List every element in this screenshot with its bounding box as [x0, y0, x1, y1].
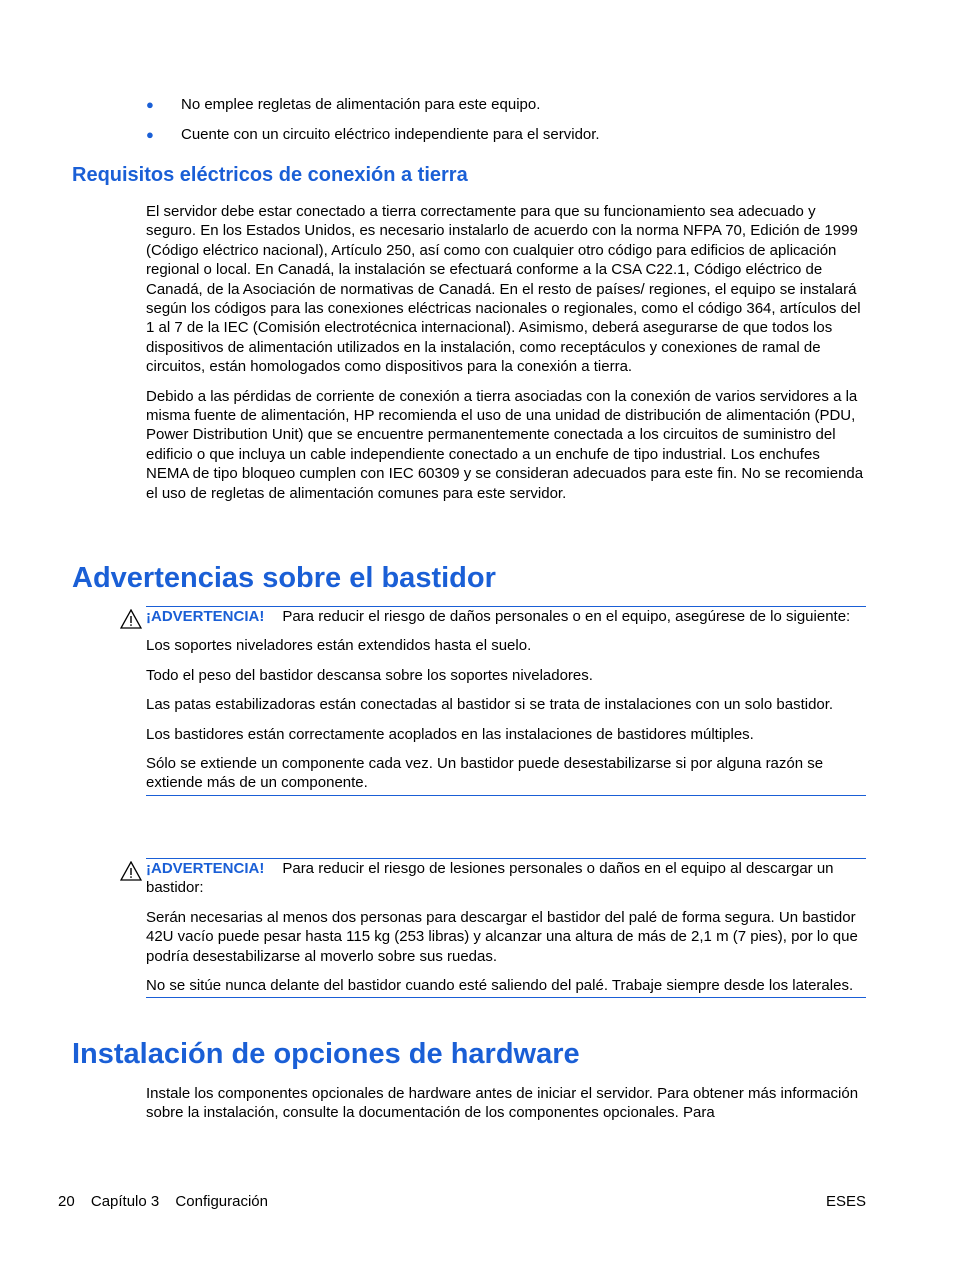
page-number: 20 [58, 1193, 75, 1210]
warning-label: ¡ADVERTENCIA! [146, 608, 265, 625]
page-footer [58, 1192, 866, 1211]
warning-label: ¡ADVERTENCIA! [146, 860, 265, 877]
warning-item: Las patas estabilizadoras están conectadas al bastidor si se trata de instalaciones con un solo bastidor. [146, 696, 834, 714]
bullet-icon: ● [146, 97, 154, 112]
warning-intro: ¡ADVERTENCIA! Para reducir el riesgo de lesiones personales o daños en el equipo al descargar un bastidor: [146, 860, 834, 897]
list-item: ● No emplee regletas de alimentación para este equipo. [146, 96, 541, 113]
warning-item: Serán necesarias al menos dos personas para descargar el bastidor del palé de forma segura. Un bastidor 42U vacío puede pesar hasta 115 kg (253 libras) y alcanzar una altura de más de 2,1 m (7 pies), por lo que podría desestabilizarse al moverlo sobre sus ruedas. [146, 908, 858, 965]
warning-box-1 [146, 606, 866, 796]
warning-triangle-icon [120, 861, 142, 881]
section-title-grounding: Requisitos eléctricos de conexión a tierra [72, 164, 468, 186]
list-item: ● Cuente con un circuito eléctrico independiente para el servidor. [146, 126, 600, 144]
warning-item: Los soportes niveladores están extendidos hasta el suelo. [146, 637, 532, 655]
section-title-hardware: Instalación de opciones de hardware [72, 1038, 580, 1070]
bullet-list [146, 95, 866, 156]
warning-item: Sólo se extiende un componente cada vez. Un bastidor puede desestabilizarse si por alguna razón se extiende más de un componente. [146, 755, 824, 792]
warning-triangle-icon [120, 609, 142, 629]
bullet-icon: ● [146, 127, 154, 143]
warning-box-2 [146, 858, 866, 998]
warning-item: Todo el peso del bastidor descansa sobre los soportes niveladores. [146, 666, 593, 684]
footer-section: Configuración [175, 1193, 268, 1210]
paragraph: El servidor debe estar conectado a tierra correctamente para que su funcionamiento sea adecuado y seguro. En los Estados Unidos, es necesario instalarlo de acuerdo con la norma NFPA 70, Edición de 1999 (Código eléctrico nacional), Artículo 250, así como con cualquier otro código para edificios de aplicación regional o local. En Canadá, la instalación se efectuará conforme a la CSA C22.1, Código eléctrico de Canadá, de la Asociación de normativas de Canadá. En el resto de países/ regiones, el equipo se instalará según los códigos para las conexiones eléctricas nacionales o regionales, como el código 364, artículos del 1 al 7 de la IEC (Comisión electrotécnica internacional). Asimismo, deberá asegurarse de que todos los dispositivos de alimentación utilizados en la instalación, como receptáculos y conexiones de ramal de circuitos, están homologados como dispositivos para la conexión a tierra. [146, 203, 861, 376]
paragraph: Instale los componentes opcionales de hardware antes de iniciar el servidor. Para obtener más información sobre la instalación, consulte la documentación de los componentes opcionales. Para [146, 1085, 859, 1122]
grounding-body [146, 202, 866, 513]
warning-intro: ¡ADVERTENCIA! Para reducir el riesgo de daños personales o en el equipo, asegúrese de lo siguiente: [146, 608, 851, 625]
section-title-rack: Advertencias sobre el bastidor [72, 562, 496, 594]
footer-chapter: Capítulo 3 [90, 1193, 160, 1210]
warning-item: No se sitúe nunca delante del bastidor cuando esté saliendo del palé. Trabaje siempre desde los laterales. [146, 977, 854, 995]
paragraph: Debido a las pérdidas de corriente de conexión a tierra asociadas con la conexión de varios servidores a la misma fuente de alimentación, HP recomienda el uso de una unidad de distribución de alimentación (PDU, Power Distribution Unit) que se encuentre permanentemente conectada a los circuitos de suministro del edificio o que incluya un cable independiente conectado a un enchufe de tipo industrial. Los enchufes NEMA de tipo bloqueo cumplen con IEC 60309 y se consideran adecuados para este fin. No se recomienda el uso de regletas de alimentación comunes para este servidor. [146, 387, 864, 502]
footer-code: ESES [825, 1193, 866, 1210]
warning-item: Los bastidores están correctamente acoplados en las instalaciones de bastidores múltiples. [146, 725, 754, 743]
hardware-body [146, 1084, 866, 1133]
